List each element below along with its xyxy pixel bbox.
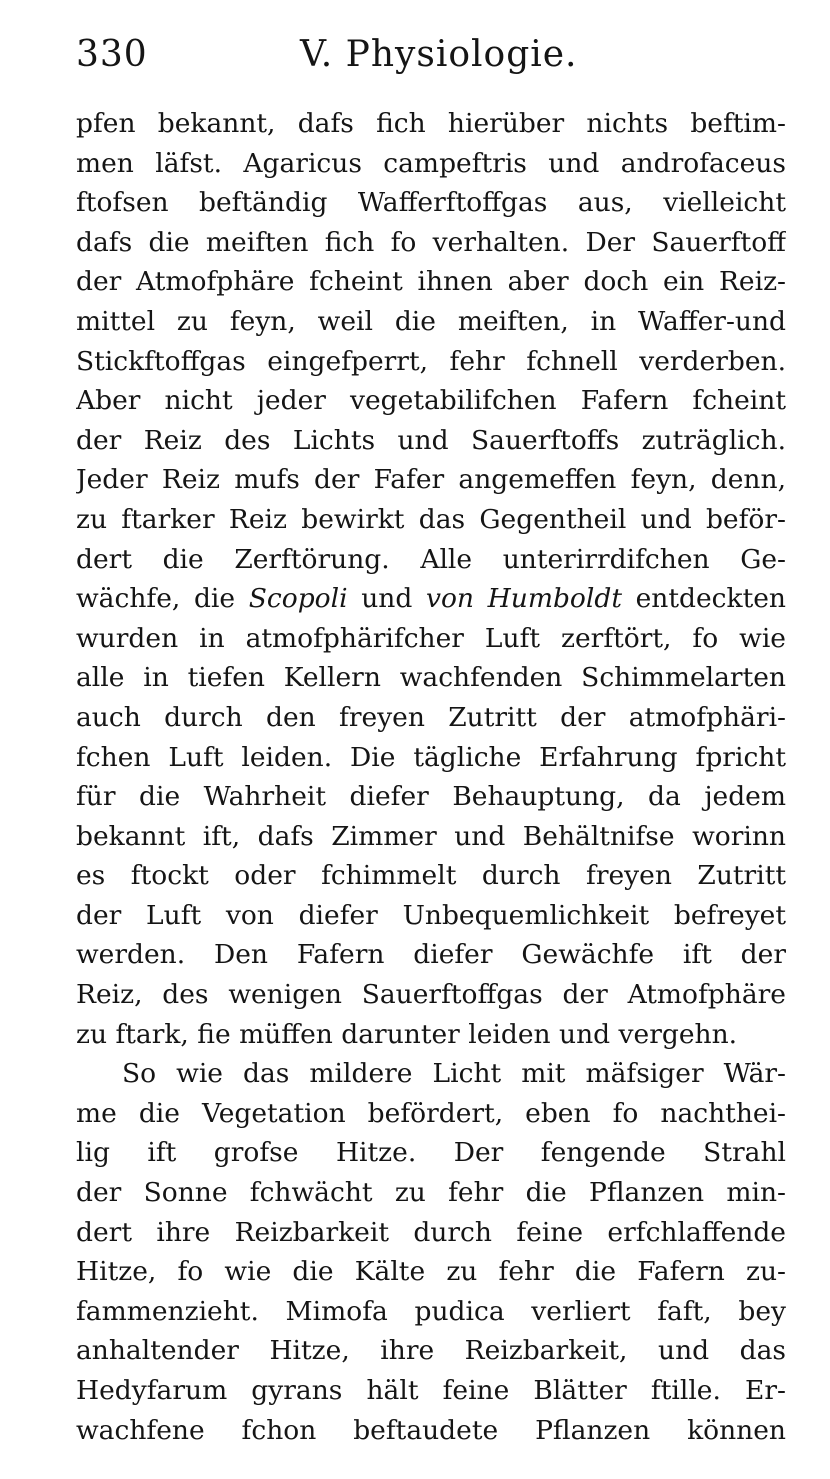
text-line: Aber nicht jeder vegetabilifchen Fafern fcheint <box>76 385 786 417</box>
author-name-scopoli: Scopoli <box>248 583 348 615</box>
text-line: anhaltender Hitze, ihre Reizbarkeit, und das <box>76 1335 786 1367</box>
text-line: der Reiz des Lichts und Sauerftoffs zuträglich. <box>76 424 786 456</box>
text-line: der Sonne fchwächt zu fehr die Pflanzen min- <box>76 1177 786 1209</box>
text-line: lig ift grofse Hitze. Der fengende Strahl <box>76 1137 786 1169</box>
text-line: werden. Den Fafern diefer Gewächfe ift der <box>76 939 786 971</box>
text-line: fchen Luft leiden. Die tägliche Erfahrung fpricht <box>76 741 786 773</box>
page-number: 330 <box>76 34 148 75</box>
page-header <box>76 34 786 84</box>
text-line: für die Wahrheit diefer Behauptung, da jedem <box>76 781 786 813</box>
text-line: zu ftark, fie müffen darunter leiden und vergehn. <box>76 1018 738 1050</box>
text-line: alle in tiefen Kellern wachfenden Schimmelarten <box>76 662 786 694</box>
text-line: bekannt ift, dafs Zimmer und Behältnifse worinn <box>76 820 786 852</box>
text-line: fammenzieht. Mimofa pudica verliert faft, bey <box>76 1295 786 1327</box>
text-line: auch durch den freyen Zutritt der atmofphäri- <box>76 701 786 733</box>
text-line: dert ihre Reizbarkeit durch feine erfchlaffende <box>76 1216 786 1248</box>
text-run: und <box>347 583 426 615</box>
text-line: zu ftarker Reiz bewirkt das Gegentheil und beför- <box>76 503 786 535</box>
text-line: me die Vegetation befördert, eben fo nachthei- <box>76 1097 786 1129</box>
text-line: Hedyfarum gyrans hält feine Blätter ftille. Er- <box>76 1375 786 1406</box>
text-line: Hitze, fo wie die Kälte zu fehr die Fafern zu- <box>76 1256 786 1288</box>
text-line: wurden in atmofphärifcher Luft zerftört, fo wie <box>76 622 786 654</box>
text-line: men läfst. Agaricus campeftris und androfaceus <box>76 147 786 179</box>
text-line: dafs die meiften fich fo verhalten. Der Sauerftoff <box>76 226 786 258</box>
text-line: Reiz, des wenigen Sauerftoffgas der Atmofphäre <box>76 979 786 1011</box>
text-line: es ftockt oder fchimmelt durch freyen Zutritt <box>76 860 786 892</box>
text-line: der Atmofphäre fcheint ihnen aber doch ein Reiz- <box>76 266 786 298</box>
text-line: pfen bekannt, dafs fich hierüber nichts beftim- <box>76 108 786 139</box>
text-line: Jeder Reiz mufs der Fafer angemeffen feyn, denn, <box>76 464 786 496</box>
running-head: V. Physiologie. <box>300 34 578 75</box>
text-line: dert die Zerftörung. Alle unterirrdifchen Ge- <box>76 543 786 575</box>
text-line <box>76 579 786 619</box>
text-run: entdeckten <box>621 583 786 615</box>
text-line: Stickftoffgas eingefperrt, fehr fchnell verderben. <box>76 345 786 377</box>
body-text <box>76 104 786 1450</box>
text-line: wachfene fchon beftaudete Pflanzen können <box>76 1414 786 1446</box>
text-run: wächfe, die <box>76 583 249 615</box>
text-line: mittel zu feyn, weil die meiften, in Waffer-und <box>76 305 786 337</box>
text-line: der Luft von diefer Unbequemlichkeit befreyet <box>76 899 786 931</box>
text-line-paragraph-start: So wie das mildere Licht mit mäfsiger Wär- <box>122 1058 786 1090</box>
author-name-humboldt: von Humboldt <box>426 583 622 615</box>
text-line: ftofsen beftändig Wafferftoffgas aus, vielleicht <box>76 187 786 219</box>
